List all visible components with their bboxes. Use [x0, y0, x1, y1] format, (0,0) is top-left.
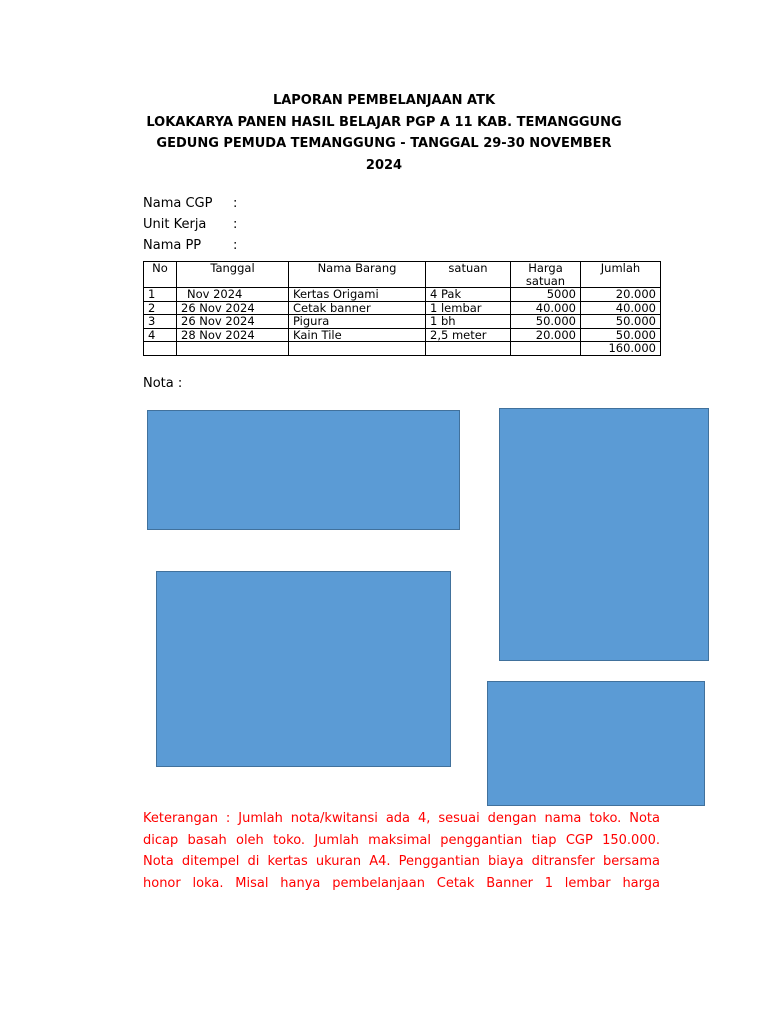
- table-row: [144, 288, 661, 302]
- cell-satuan: 4 Pak: [426, 288, 511, 302]
- cell-empty: [511, 342, 581, 356]
- cell-harga: 50.000: [511, 315, 581, 329]
- title-line-3: GEDUNG PEMUDA TEMANGGUNG - TANGGAL 29-30 NOVEMBER: [156, 136, 612, 151]
- field-separator: :: [233, 238, 238, 253]
- receipt-placeholder-2: [499, 408, 709, 661]
- header-no: No: [144, 262, 177, 288]
- cell-harga: 20.000: [511, 328, 581, 342]
- table-total-row: [144, 342, 661, 356]
- cell-no: 2: [144, 301, 177, 315]
- cell-tanggal: 28 Nov 2024: [177, 328, 289, 342]
- table-row: [144, 315, 661, 329]
- cell-tanggal: 26 Nov 2024: [177, 315, 289, 329]
- cell-satuan: 2,5 meter: [426, 328, 511, 342]
- header-jumlah: Jumlah: [581, 262, 661, 288]
- cell-no: 3: [144, 315, 177, 329]
- cell-harga: 5000: [511, 288, 581, 302]
- title-line-1: LAPORAN PEMBELANJAAN ATK: [272, 93, 496, 108]
- cell-no: 1: [144, 288, 177, 302]
- note-line-3: Nota ditempel di kertas ukuran A4. Penggantian biaya ditransfer bersama: [143, 854, 660, 869]
- field-unit-kerja: [143, 217, 237, 232]
- cell-jumlah: 20.000: [581, 288, 661, 302]
- title-line-2: LOKAKARYA PANEN HASIL BELAJAR PGP A 11 KAB. TEMANGGUNG: [146, 114, 622, 130]
- report-title: [0, 90, 768, 176]
- header-harga-satuan: Harga satuan: [511, 262, 581, 288]
- cell-no: 4: [144, 328, 177, 342]
- cell-nama-barang: Cetak banner: [289, 301, 426, 315]
- cell-tanggal: 26 Nov 2024: [177, 301, 289, 315]
- header-nama-barang: Nama Barang: [289, 262, 426, 288]
- receipt-placeholder-1: [147, 410, 460, 530]
- table-header-row: [144, 262, 661, 288]
- cell-satuan: 1 lembar: [426, 301, 511, 315]
- cell-jumlah: 50.000: [581, 328, 661, 342]
- field-label: Unit Kerja: [143, 217, 207, 232]
- field-separator: :: [233, 217, 238, 232]
- cell-empty: [426, 342, 511, 356]
- note-line-4: honor loka. Misal hanya pembelanjaan Cetak Banner 1 lembar harga: [143, 875, 660, 891]
- header-tanggal: Tanggal: [177, 262, 289, 288]
- field-separator: :: [233, 196, 238, 211]
- table-row: [144, 301, 661, 315]
- cell-nama-barang: Kain Tile: [289, 328, 426, 342]
- cell-empty: [289, 342, 426, 356]
- cell-jumlah: 50.000: [581, 315, 661, 329]
- purchase-table: [143, 261, 661, 356]
- field-label: Nama CGP: [143, 196, 213, 211]
- header-satuan: satuan: [426, 262, 511, 288]
- cell-jumlah: 40.000: [581, 301, 661, 315]
- title-line-4: 2024: [365, 157, 403, 173]
- cell-nama-barang: Pigura: [289, 315, 426, 329]
- cell-satuan: 1 bh: [426, 315, 511, 329]
- field-label: Nama PP: [143, 238, 202, 253]
- field-nama-pp: [143, 238, 237, 253]
- cell-nama-barang: Kertas Origami: [289, 288, 426, 302]
- field-nama-cgp: [143, 196, 237, 211]
- cell-harga: 40.000: [511, 301, 581, 315]
- cell-total: 160.000: [581, 342, 661, 356]
- table-row: [144, 328, 661, 342]
- note-paragraph: [143, 808, 660, 894]
- cell-empty: [144, 342, 177, 356]
- receipt-placeholder-3: [156, 571, 451, 767]
- note-line-1: Keterangan : Jumlah nota/kwitansi ada 4, sesuai dengan nama toko. Nota: [143, 811, 660, 826]
- nota-label: Nota :: [143, 376, 183, 391]
- receipt-placeholder-4: [487, 681, 705, 806]
- note-line-2: dicap basah oleh toko. Jumlah maksimal penggantian tiap CGP 150.000.: [143, 832, 660, 848]
- cell-empty: [177, 342, 289, 356]
- cell-tanggal: Nov 2024: [177, 288, 289, 302]
